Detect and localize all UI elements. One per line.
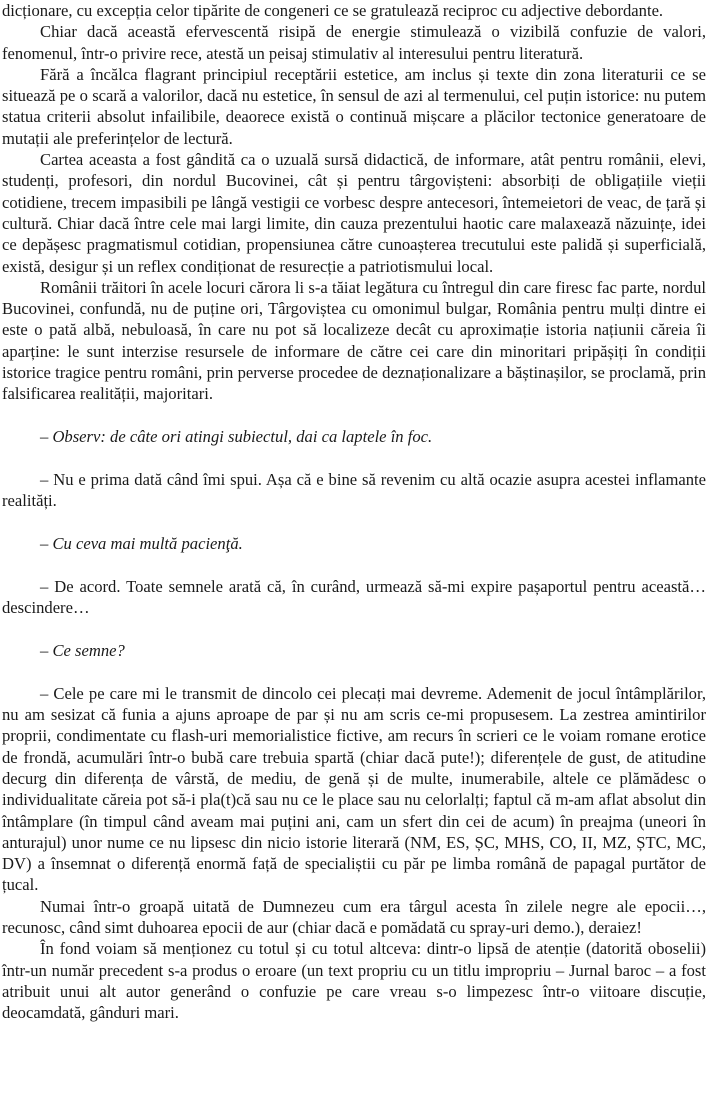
paragraph: Fără a încălca flagrant principiul receptării estetice, am inclus și texte din zona literaturii ce se situează pe o scară a valorilor, dacă nu estetice, în sensul de azi al termenului, cel puțin istorice: nu putem statua criterii absolut infailibile, deaorece există o continuă mișcare a plăcilor tectonice generatoare de mutații ale preferințelor de lectură. <box>2 64 706 148</box>
paragraph: Chiar dacă această efervescentă risipă de energie stimulează o vizibilă confuzie de valori, fenomenul, într-o privire rece, atestă un peisaj stimulativ al interesului pentru literatură. <box>2 22 706 63</box>
dialogue-answer: – Cele pe care mi le transmit de dincolo cei plecați mai devreme. Ademenit de jocul întâmplărilor, nu am sesizat că funia a ajuns aproape de par și nu am scris ce-mi propusesem. La zestrea amintirilor proprii, condimentate cu flash-uri memorialistice fictive, am recurs în scrieri ce le voiam romane erotice de frondă, acumulări într-o bubă care trebuia spartă (chiar dacă pute!); diferențele de gust, de atitudine decurg din diferența de vârstă, de mediu, de genă și de multe, inumerabile, altele ce plămădesc o individualitate căreia pot să-i pla(t)că sau nu ce le place sau nu celorlalți; faptul că m-am aflat absolut din întâmplare (în timpul când aveam mai puțini ani, cam un sfert din cei de acum) în preajma (uneori în anturajul) unor nume ce nu lipsesc din nicio istorie literară (NM, ES, ȘC, MHS, CO, II, MZ, ȘTC, MC, DV) a însemnat o diferență enormă față de specialiștii cu păr pe limba română de papagal purtător de țucal. <box>2 683 706 895</box>
paragraph: Românii trăitori în acele locuri cărora li s-a tăiat legătura cu întregul din care firesc fac parte, nordul Bucovinei, confundă, nu de puține ori, Târgoviștea cu omonimul bulgar, România pentru mulți dintre ei este o pată albă, nebuloasă, în care nu pot să localizeze decât cu aproximație istoria națiunii căreia îi aparține: le sunt interzise resursele de informare de către cei care din minoritari pripășiți în condiții istorice tragice pentru români, prin perverse procedee de deznaționalizare a băștinașilor, se proclamă, prin falsificarea realității, majoritari. <box>2 277 706 404</box>
dialogue-question: – Observ: de câte ori atingi subiectul, dai ca laptele în foc. <box>40 427 433 447</box>
dialogue-answer: – De acord. Toate semnele arată că, în curând, urmează să-mi expire pașaportul pentru această… descindere… <box>2 576 706 618</box>
paragraph: Numai într-o groapă uitată de Dumnezeu cum era târgul acesta în zilele negre ale epocii…, recunosc, când simt duhoarea epocii de aur (chiar dacă e pomădată cu spray-uri demo.), deraiez! <box>2 896 706 937</box>
paragraph-continuation: dicționare, cu excepția celor tipărite de congeneri ce se gratulează reciproc cu adjective debordante. <box>2 1 664 20</box>
paragraph: În fond voiam să menționez cu totul și cu totul altceva: dintr-o lipsă de atenție (datorită oboselii) într-un număr precedent s-a produs o eroare (un text propriu cu un titlu impropriu – Jurnal baroc – a fost atribuit unui alt autor generând o confuzie pe care vreau s-o limpezesc într-o viitoare discuție, deocamdată, gânduri mari. <box>2 939 706 1023</box>
dialogue-question: – Cu ceva mai multă pacienţă. <box>40 534 243 554</box>
paragraph: Cartea aceasta a fost gândită ca o uzuală sursă didactică, de informare, atât pentru românii, elevi, studenți, profesori, din nordul Bucovinei, cât și pentru târgovișteni: absorbiți de obligațiile vieții cotidiene, trecem impasibili pe lângă vestigii ce vorbesc despre antecesori, întemeietori de veac, de țară și cultură. Chiar dacă între cele mai largi limite, din cauza prezentului haotic care malaxează năzuințe, idei ce depășesc pragmatismul cotidian, propensiunea către cunoașterea trecutului este palidă și superficială, există, desigur și un reflex condiționat de resurecție a patriotismului local. <box>2 150 706 276</box>
dialogue-question: – Ce semne? <box>40 640 125 660</box>
dialogue-answer: – Nu e prima dată când îmi spui. Așa că e bine să revenim cu altă ocazie asupra acestei inflamante realități. <box>2 469 706 511</box>
